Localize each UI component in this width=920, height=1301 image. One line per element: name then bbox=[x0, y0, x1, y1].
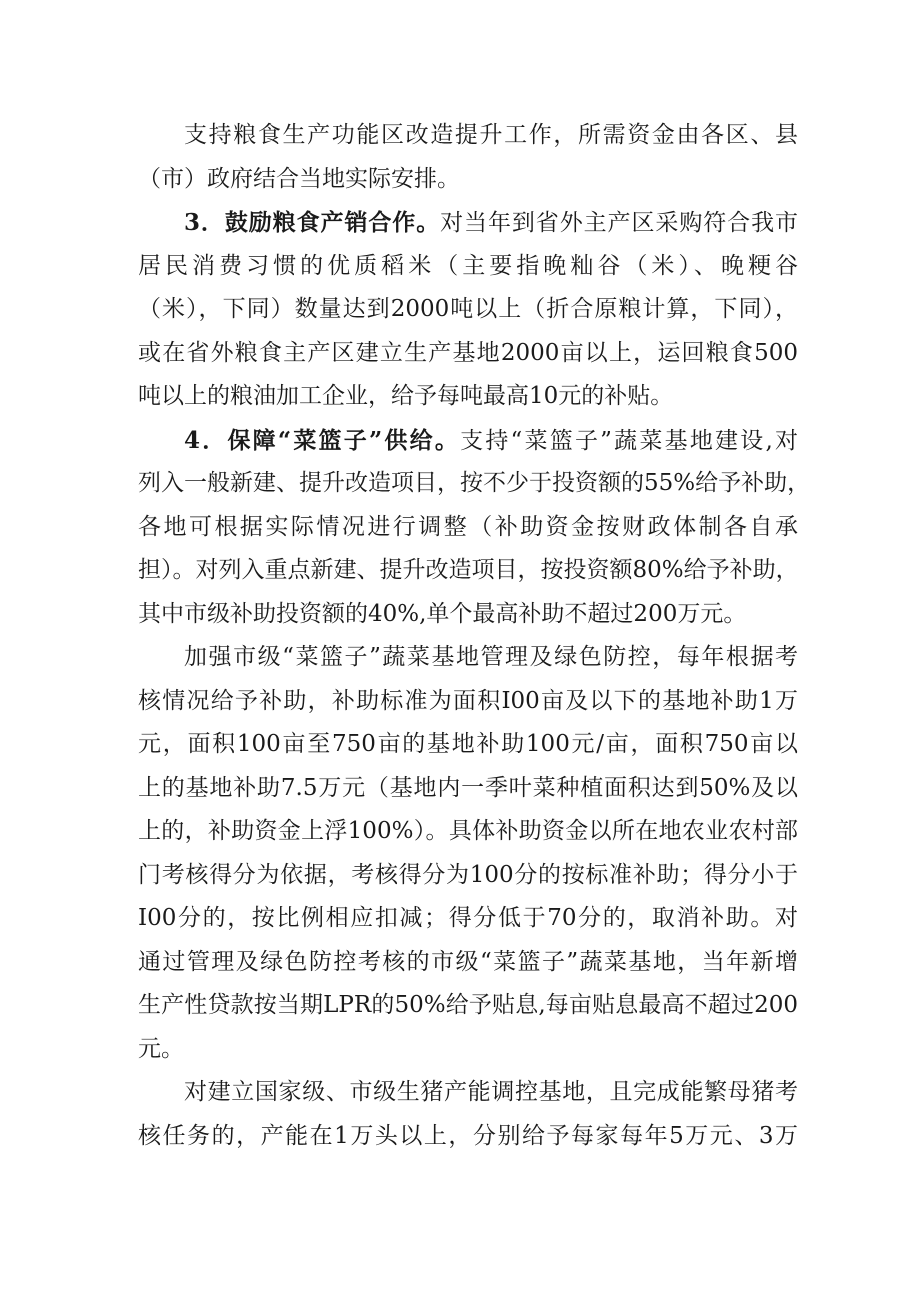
text-line: 列入一般新建、提升改造项目，按不少于投资额的55%给予补助， bbox=[138, 470, 811, 496]
text-line: 各地可根据实际情况进行调整（补助资金按财政体制各自承 bbox=[138, 513, 798, 540]
text-line: （米），下同）数量达到2000吨以上（折合原粮计算，下同）， bbox=[138, 296, 798, 322]
text-line: 元。 bbox=[138, 1035, 184, 1062]
text-line: 吨以上的粮油加工企业，给予每吨最高10元的补贴。 bbox=[138, 383, 674, 409]
text-line: 或在省外粮食主产区建立生产基地2000亩以上，运回粮食500 bbox=[138, 339, 798, 366]
text-line: 门考核得分为依据，考核得分为100分的按标准补助；得分小于 bbox=[138, 861, 798, 888]
text-line: 核情况给予补助，补助标准为面积I00亩及以下的基地补助1万 bbox=[138, 687, 798, 714]
text-line: 上的，补助资金上浮100%）。具体补助资金以所在地农业农村部 bbox=[138, 818, 798, 844]
text-line: 其中市级补助投资额的40%,单个最高补助不超过200万元。 bbox=[138, 600, 747, 627]
section-heading: 3．鼓励粮食产销合作。 bbox=[184, 209, 441, 236]
document-body bbox=[138, 114, 811, 1158]
text-line bbox=[138, 419, 798, 463]
text-span: 支持“菜篮子”蔬菜基地建设,对 bbox=[460, 427, 799, 454]
text-line: 居民消费习惯的优质稻米（主要指晚籼谷（米）、晚粳谷 bbox=[138, 252, 798, 279]
text-line: I00分的，按比例相应扣减；得分低于70分的，取消补助。对 bbox=[138, 905, 798, 931]
text-line: 担）。对列入重点新建、提升改造项目，按投资额80%给予补助， bbox=[138, 557, 799, 583]
text-line: 核任务的，产能在1万头以上，分别给予每家每年5万元、3万 bbox=[138, 1122, 798, 1149]
text-line: （市）政府结合当地实际安排。 bbox=[138, 165, 460, 192]
text-line: 支持粮食生产功能区改造提升工作，所需资金由各区、县 bbox=[184, 122, 798, 148]
text-line bbox=[138, 201, 798, 245]
text-line: 加强市级“菜篮子”蔬菜基地管理及绿色防控，每年根据考 bbox=[184, 644, 798, 670]
section-heading: 4．保障“菜篮子”供给。 bbox=[184, 426, 461, 454]
text-line: 生产性贷款按当期LPR的50%给予贴息,每亩贴息最高不超过200 bbox=[138, 992, 798, 1018]
text-line: 元，面积100亩至750亩的基地补助100元/亩，面积750亩以 bbox=[138, 731, 798, 757]
text-line: 通过管理及绿色防控考核的市级“菜篮子”蔬菜基地，当年新增 bbox=[138, 948, 798, 975]
text-line: 上的基地补助7.5万元（基地内一季叶菜种植面积达到50%及以 bbox=[138, 774, 798, 801]
text-line: 对建立国家级、市级生猪产能调控基地，且完成能繁母猪考 bbox=[184, 1079, 798, 1105]
text-span: 对当年到省外主产区采购符合我市 bbox=[440, 210, 798, 236]
